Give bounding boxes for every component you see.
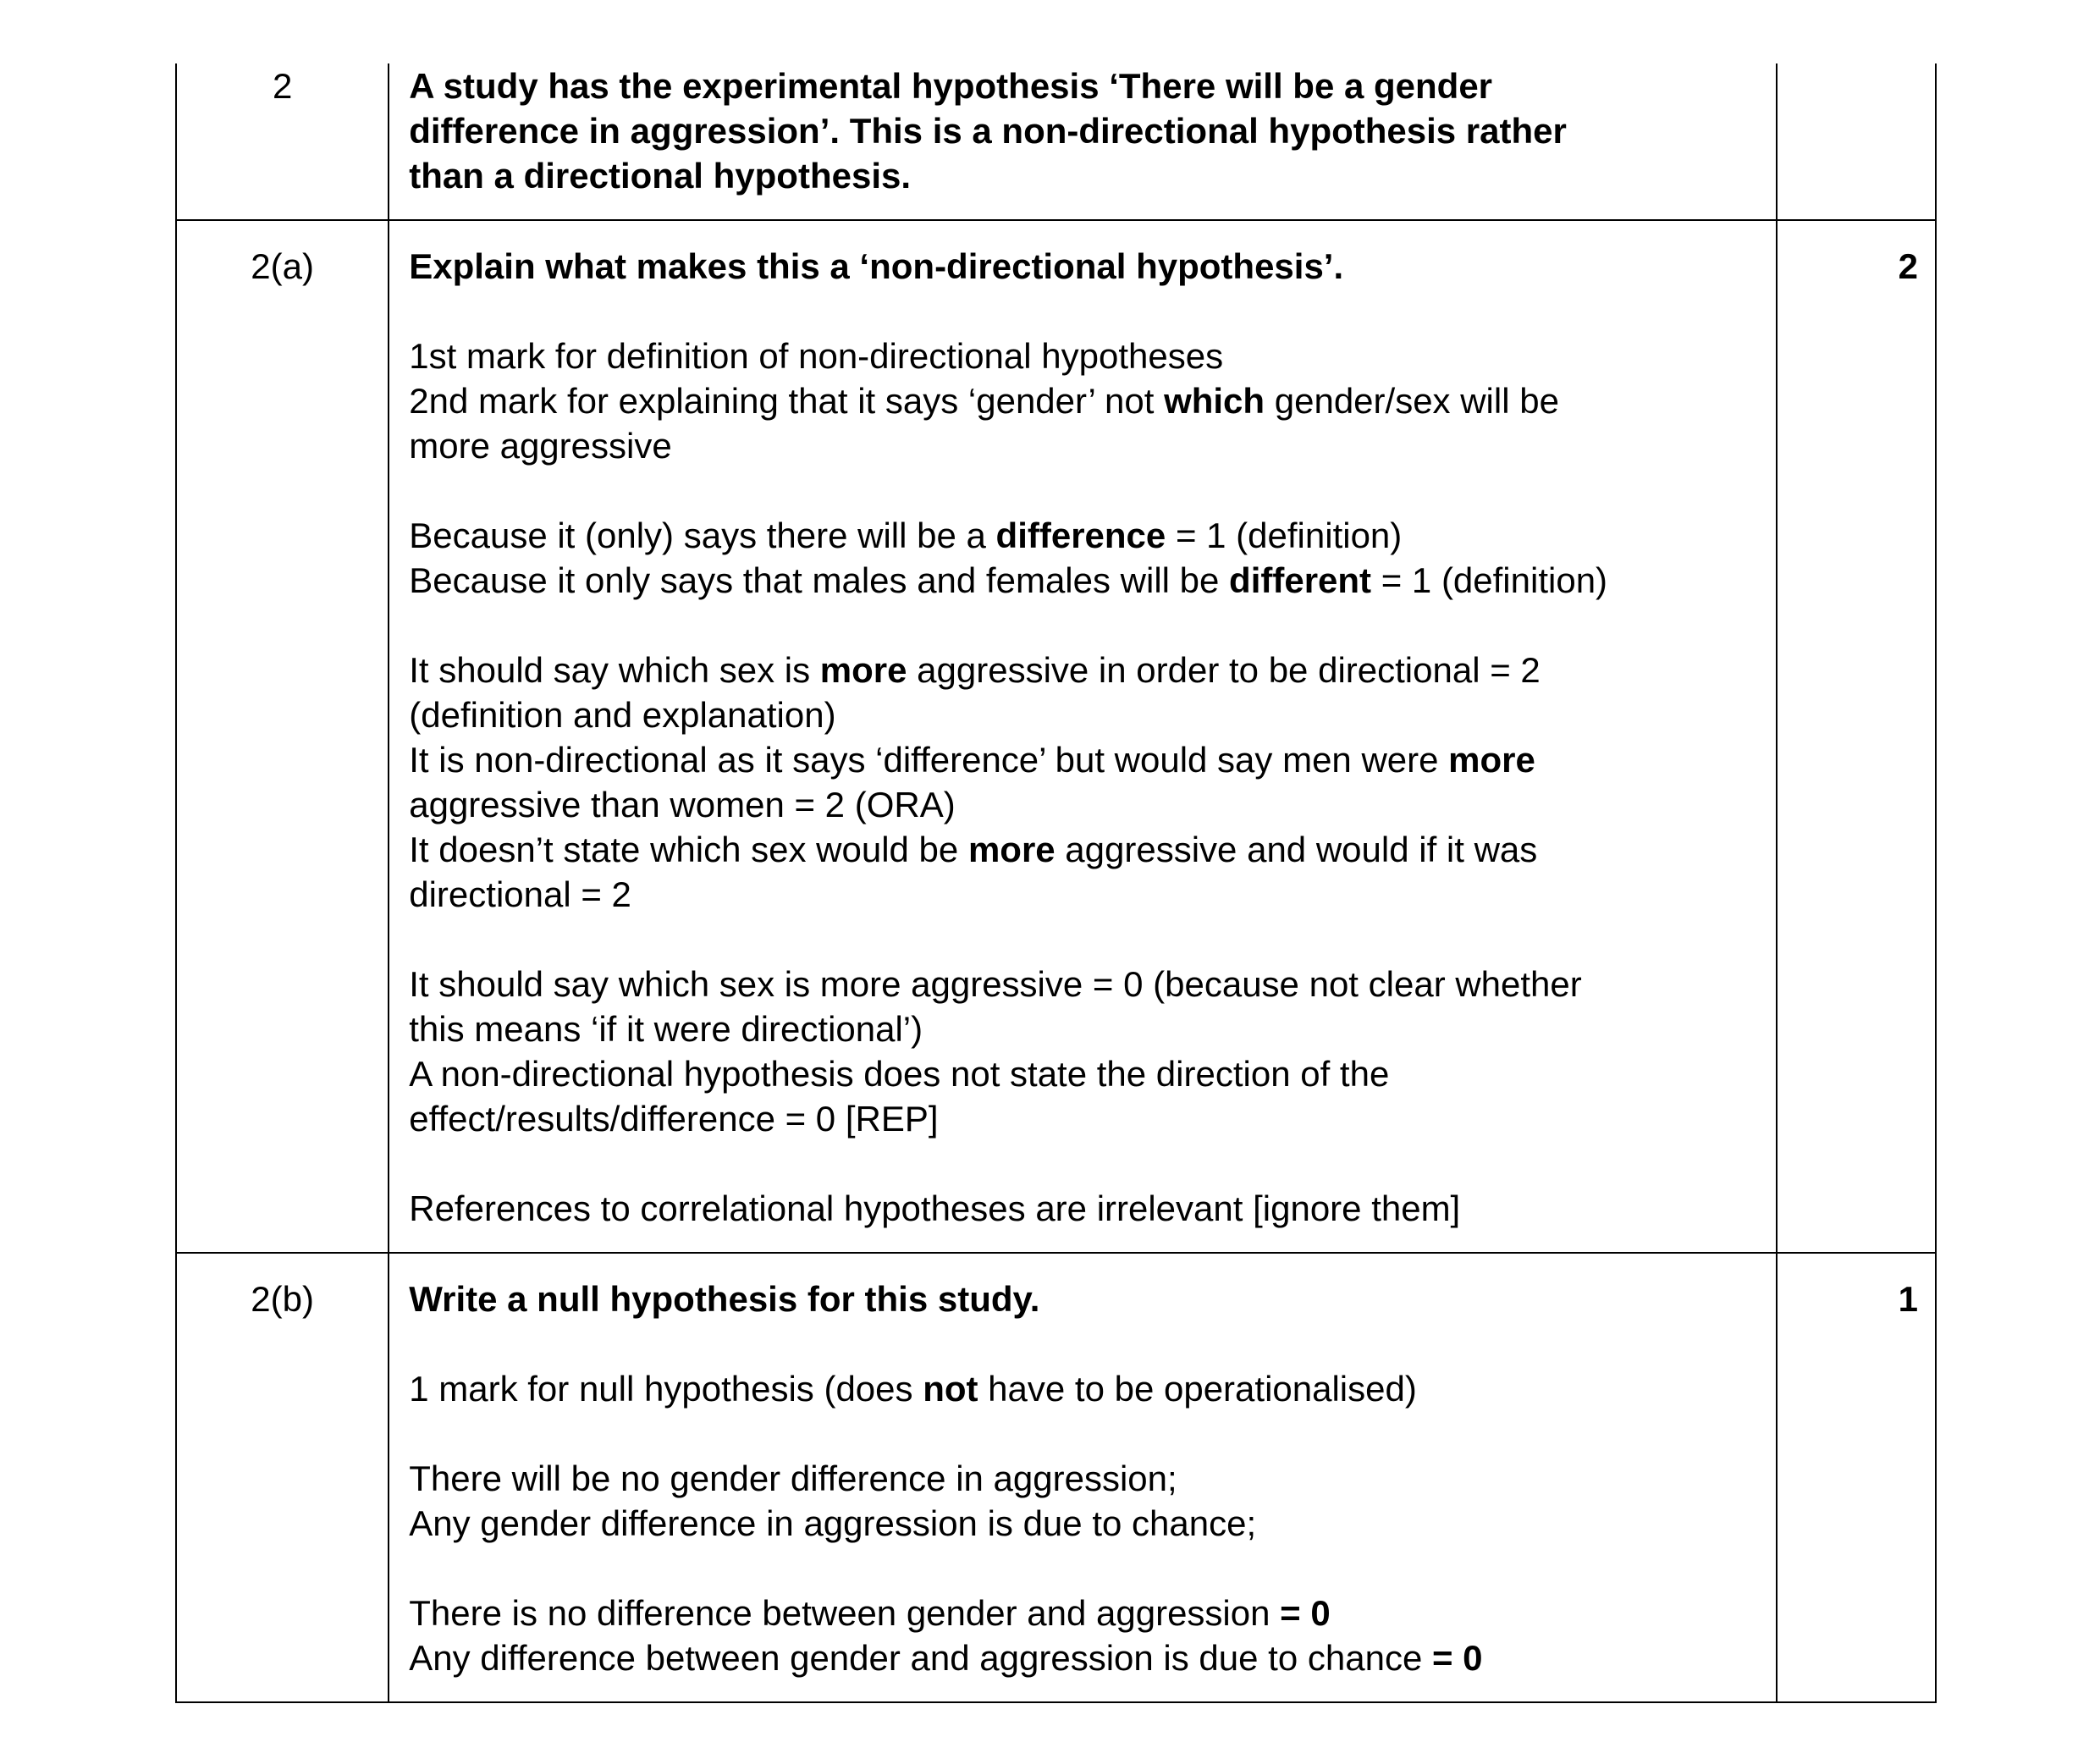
two-mark-examples [409, 648, 1759, 917]
marks-value: 2 [1898, 246, 1918, 286]
question-number-cell [176, 1253, 389, 1702]
example-answer: Because it (only) says there will be a difference = 1 (definition) [409, 516, 1403, 555]
accepted-answers [409, 1456, 1759, 1546]
example-answer: There will be no gender difference in aggression; [409, 1459, 1177, 1498]
table-row-question-2a [176, 220, 1936, 1253]
example-answer-continued: directional = 2 [409, 874, 631, 914]
example-answer: A non-directional hypothesis does not state the direction of the [409, 1054, 1390, 1094]
stem-line: A study has the experimental hypothesis ‘There will be a gender [409, 66, 1493, 106]
example-answer-continued: effect/results/difference = 0 [REP] [409, 1099, 939, 1139]
example-answer: It doesn’t state which sex would be more aggressive and would if it was [409, 830, 1538, 869]
marks-cell [1777, 220, 1936, 1253]
question-number: 2(b) [251, 1279, 314, 1319]
stem-line: difference in aggression’. This is a non-directional hypothesis rather [409, 111, 1567, 151]
stem-line: than a directional hypothesis. [409, 156, 912, 196]
marking-note: References to correlational hypotheses are irrelevant [ignore them] [409, 1188, 1461, 1228]
question-number-cell [176, 63, 389, 220]
guidance-line: more aggressive [409, 426, 672, 466]
marks-cell [1777, 63, 1936, 220]
one-mark-examples [409, 513, 1759, 603]
answer-guidance-cell [389, 1253, 1777, 1702]
example-answer-continued: (definition and explanation) [409, 695, 836, 735]
table-row-question-2 [176, 63, 1936, 220]
mark-scheme-table [175, 63, 1937, 1703]
table-row-question-2b [176, 1253, 1936, 1702]
marking-guidance: 1 mark for null hypothesis (does not have to be operationalised) [409, 1369, 1417, 1409]
example-answer: It is non-directional as it says ‘difference’ but would say men were more [409, 740, 1535, 780]
zero-mark-examples [409, 1591, 1759, 1680]
example-answer-continued: aggressive than women = 2 (ORA) [409, 785, 956, 824]
guidance-line: 1st mark for definition of non-directional hypotheses [409, 336, 1224, 376]
question-number: 2(a) [251, 246, 314, 286]
marking-guidance [409, 334, 1759, 468]
question-number: 2 [272, 66, 293, 106]
example-answer: Because it only says that males and females will be different = 1 (definition) [409, 560, 1608, 600]
example-answer: There is no difference between gender and aggression = 0 [409, 1593, 1331, 1633]
example-answer: Any difference between gender and aggression is due to chance = 0 [409, 1638, 1483, 1678]
zero-mark-examples [409, 962, 1759, 1141]
example-answer: Any gender difference in aggression is due to chance; [409, 1503, 1257, 1543]
marks-cell [1777, 1253, 1936, 1702]
example-answer-continued: this means ‘if it were directional’) [409, 1009, 923, 1049]
question-prompt: Explain what makes this a ‘non-directional hypothesis’. [409, 246, 1344, 286]
marks-value: 1 [1898, 1279, 1918, 1319]
example-answer: It should say which sex is more aggressive = 0 (because not clear whether [409, 964, 1582, 1004]
example-answer: It should say which sex is more aggressive in order to be directional = 2 [409, 650, 1541, 690]
question-stem-cell [389, 63, 1777, 220]
question-prompt: Write a null hypothesis for this study. [409, 1279, 1040, 1319]
answer-guidance-cell [389, 220, 1777, 1253]
question-number-cell [176, 220, 389, 1253]
guidance-line: 2nd mark for explaining that it says ‘gender’ not which gender/sex will be [409, 381, 1559, 421]
